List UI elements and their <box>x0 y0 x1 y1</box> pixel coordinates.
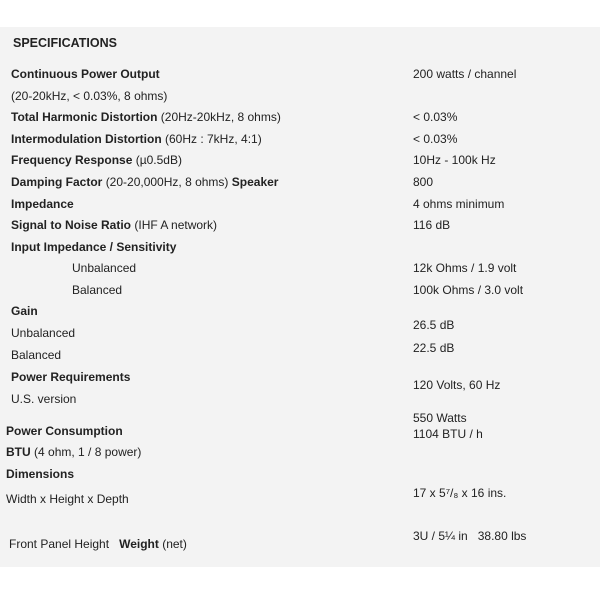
specifications-panel <box>0 27 600 567</box>
snr-row <box>11 218 217 232</box>
damping-row <box>11 175 278 189</box>
btu-row <box>6 445 141 459</box>
gain-unbalanced-value: 26.5 dB <box>413 318 455 332</box>
whd-label: Width x Height x Depth <box>6 492 129 506</box>
btu-value: 1104 BTU / h <box>413 427 483 441</box>
btu-label: BTU <box>6 445 31 459</box>
thd-row <box>11 110 281 124</box>
impedance-value: 4 ohms minimum <box>413 197 505 211</box>
power-output-label: Continuous Power Output <box>11 67 160 81</box>
unbalanced-label: Unbalanced <box>72 261 137 275</box>
watts-value: 550 Watts <box>413 411 467 425</box>
weight-value: 38.80 lbs <box>477 529 527 543</box>
gain-label: Gain <box>11 304 38 318</box>
freq-note: (µ0.5dB) <box>135 153 182 167</box>
dimensions-weight-values <box>413 529 526 543</box>
imd-row <box>11 132 262 146</box>
input-impedance-label: Input Impedance / Sensitivity <box>11 240 177 254</box>
impedance-label: Impedance <box>11 197 74 211</box>
power-output-note: (20-20kHz, < 0.03%, 8 ohms) <box>11 89 168 103</box>
damping-value: 800 <box>413 175 434 189</box>
thd-label: Total Harmonic Distortion <box>11 110 158 124</box>
thd-value: < 0.03% <box>413 110 458 124</box>
gain-balanced-label: Balanced <box>11 348 62 362</box>
damping-label: Damping Factor <box>11 175 103 189</box>
weight-label: Weight <box>119 537 159 551</box>
freq-value: 10Hz - 100k Hz <box>413 153 496 167</box>
us-version-label: U.S. version <box>11 392 77 406</box>
power-requirements-value: 120 Volts, 60 Hz <box>413 378 501 392</box>
front-panel-row <box>9 537 187 551</box>
snr-note: (IHF A network) <box>134 218 218 232</box>
specifications-heading: SPECIFICATIONS <box>13 36 117 50</box>
snr-label: Signal to Noise Ratio <box>11 218 132 232</box>
unbalanced-value: 12k Ohms / 1.9 volt <box>413 261 517 275</box>
damping-note: (20-20,000Hz, 8 ohms) <box>105 175 229 189</box>
freq-row <box>11 153 182 167</box>
rack-height-value: 3U / 5¼ in <box>413 529 468 543</box>
snr-value: 116 dB <box>413 218 451 232</box>
gain-balanced-value: 22.5 dB <box>413 341 455 355</box>
dimensions-label: Dimensions <box>6 467 75 481</box>
front-panel-label: Front Panel Height <box>9 537 110 551</box>
freq-label: Frequency Response <box>11 153 133 167</box>
imd-label: Intermodulation Distortion <box>11 132 162 146</box>
damping-speaker: Speaker <box>231 175 279 189</box>
balanced-value: 100k Ohms / 3.0 volt <box>413 283 524 297</box>
power-consumption-label: Power Consumption <box>6 424 123 438</box>
imd-value: < 0.03% <box>413 132 458 146</box>
thd-note: (20Hz-20kHz, 8 ohms) <box>160 110 281 124</box>
imd-note: (60Hz : 7kHz, 4:1) <box>165 132 262 146</box>
weight-note: (net) <box>162 537 187 551</box>
gain-unbalanced-label: Unbalanced <box>11 326 76 340</box>
balanced-label: Balanced <box>72 283 123 297</box>
whd-value: 17 x 5⁷/₈ x 16 ins. <box>413 486 507 500</box>
power-output-value: 200 watts / channel <box>413 67 517 81</box>
power-requirements-label: Power Requirements <box>11 370 131 384</box>
btu-note: (4 ohm, 1 / 8 power) <box>34 445 142 459</box>
